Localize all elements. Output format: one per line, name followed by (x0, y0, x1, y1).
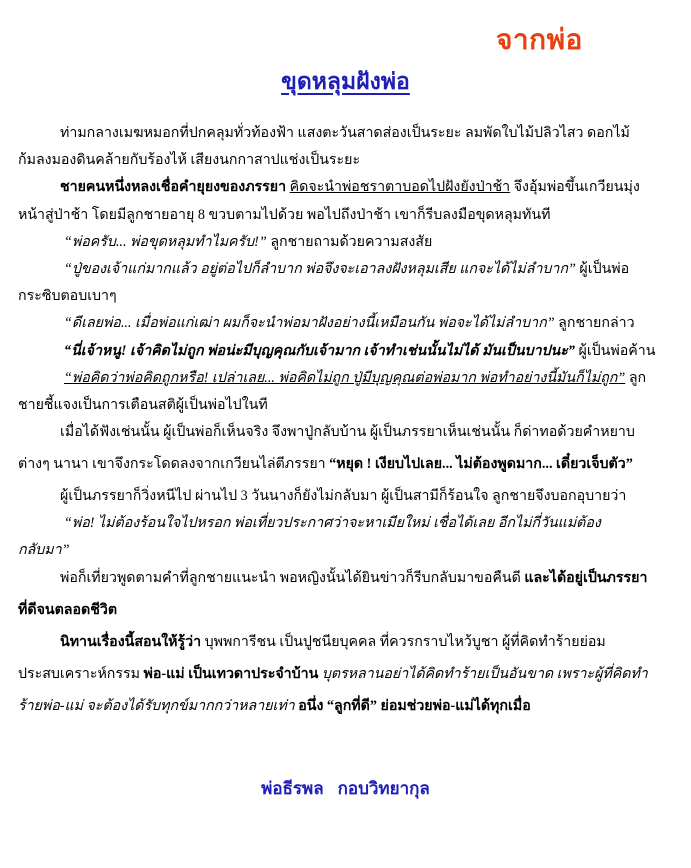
dialogue-line (18, 338, 676, 365)
text-segment: ชายชี้แจงเป็นการเตือนสติผู้เป็นพ่อไปในที (18, 396, 268, 413)
story-title: ขุดหลุมฝังพ่อ (281, 69, 410, 95)
dialogue-line (18, 256, 676, 283)
author-signature: พ่อธีรพล กอบวิทยากุล (261, 779, 430, 799)
text-segment: จึงอุ้มพ่อขึ้นเกวียนมุ่ง (510, 179, 640, 196)
bold-segment: อนึ่ง “ลูกที่ดี” ย่อมช่วยพ่อ-แม่ได้ทุกเมื่อ (294, 697, 531, 714)
text-segment: ลูกชายถามด้วยความสงสัย (266, 233, 433, 250)
text-segment: ลูก (625, 369, 647, 386)
paragraph-line (18, 392, 676, 419)
italic-segment: “ดีเลยพ่อ... เมื่อพ่อแก่เฒ่า ผมก็จะนำพ่อมาฝังอย่างนี้เหมือนกัน พ่อจะได้ไม่ลำบาก” (64, 315, 555, 332)
paragraph-line (18, 451, 676, 483)
bold-segment: “หยุด ! เงียบไปเลย... ไม่ต้องพูดมาก... เดี๋ยวเจ็บตัว” (329, 456, 633, 473)
text-segment: ก้มลงมองดินคล้ายกับร้องไห้ เสียงนกกาสาปแช่งเป็นระยะ (18, 152, 361, 169)
text-segment: ท่ามกลางเมฆหมอกที่ปกคลุมทั่วท้องฟ้า แสงตะวันสาดส่องเป็นระยะ ลมพัดใบไม้ปลิวไสว ดอกไม้ (60, 125, 630, 141)
bold-segment: นิทานเรื่องนี้สอนให้รู้ว่า (60, 633, 202, 650)
text-segment: ลูกชายกล่าว (554, 315, 635, 332)
moral-line (18, 661, 676, 693)
moral-line (18, 629, 676, 661)
paragraph-line (18, 597, 676, 629)
underlined-segment: คิดจะนำพ่อชราตาบอดไปฝังยังป่าช้า (289, 179, 511, 196)
paragraph-line (18, 419, 676, 451)
paragraph-line (18, 147, 676, 174)
text-segment: ผู้เป็นภรรยาก็วิ่งหนีไป ผ่านไป 3 วันนางก็ยังไม่กลับมา ผู้เป็นสามีก็ร้อนใจ ลูกชายจึงบอกอุบายว่า (60, 488, 627, 505)
text-segment: ประสบเคราะห์กรรม (18, 665, 144, 682)
moral-line (18, 693, 676, 725)
text-segment: กระซิบตอบเบาๆ (18, 288, 117, 305)
text-segment: ผู้เป็นพ่อ (575, 260, 630, 277)
bold-segment: พ่อ-แม่ เป็นเทวดาประจำบ้าน (143, 665, 319, 682)
source-label: จากพ่อ (496, 23, 583, 56)
dialogue-line (18, 510, 676, 537)
text-segment: บุพพการีชน เป็นปูชนียบุคคล ที่ควรกราบไหว้บูชา ผู้ที่คิดทำร้ายย่อม (201, 633, 606, 650)
story-body (18, 120, 676, 725)
text-segment: ผู้เป็นพ่อค้าน (574, 342, 656, 359)
text-segment: พ่อก็เที่ยวพูดตามคำที่ลูกชายแนะนำ พอหญิงนั้นได้ยินข่าวก็รีบกลับมาขอคืนดี (60, 569, 525, 586)
text-segment: ต่างๆ นานา เขาจึงกระโดดลงจากเกวียนไล่ตีภรรยา (18, 456, 330, 473)
page-title (0, 64, 691, 100)
italic-segment: “พ่อ! ไม่ต้องร้อนใจไปหรอก พ่อเที่ยวประกาศว่าจะหาเมียใหม่ เชื่อได้เลย อีกไม่กี่วันแม่ต้อง (64, 515, 601, 532)
paragraph-line (18, 120, 676, 147)
dialogue-line (18, 310, 676, 337)
paragraph-line (18, 537, 676, 564)
paragraph-line (18, 565, 676, 597)
bold-segment: และได้อยู่เป็นภรรยา (524, 569, 648, 586)
paragraph-line (18, 283, 676, 310)
paragraph-line (18, 202, 676, 229)
italic-segment: “ปู่ของเจ้าแก่มากแล้ว อยู่ต่อไปก็ลำบาก พ่อจึงจะเอาลงฝังหลุมเสีย แกจะได้ไม่ลำบาก” (64, 260, 576, 277)
underlined-italic-segment: “พ่อคิดว่าพ่อคิดถูกหรือ! เปล่าเลย... พ่อคิดไม่ถูก ปู่มีบุญคุณต่อพ่อมาก พ่อทำอย่างนี้มันก็ไม่ถูก” (64, 369, 626, 386)
italic-segment: “พ่อครับ... พ่อขุดหลุมทำไมครับ!” (64, 233, 267, 250)
italic-segment: กลับมา” (18, 542, 70, 559)
italic-segment: ร้ายพ่อ-แม่ จะต้องได้รับทุกข์มากกว่าหลายเท่า (18, 697, 295, 714)
paragraph-line (18, 483, 676, 510)
bold-segment: ชายคนหนึ่งหลงเชื่อคำยุยงของภรรยา (60, 179, 287, 196)
dialogue-line (18, 365, 676, 392)
bold-segment: ที่ดีจนตลอดชีวิต (18, 601, 118, 618)
dialogue-line (18, 229, 676, 256)
text-segment: หน้าสู่ป่าช้า โดยมีลูกชายอายุ 8 ขวบตามไปด้วย พอไปถึงป่าช้า เขาก็รีบลงมือขุดหลุมทันที (18, 206, 551, 223)
bold-italic-segment: “นี่เจ้าหนู! เจ้าคิดไม่ถูก พ่อน่ะมีบุญคุณกับเจ้ามาก เจ้าทำเช่นนั้นไม่ได้ มันเป็นบาปนะ” (64, 342, 575, 359)
paragraph-line (18, 174, 676, 201)
text-segment: เมื่อได้ฟังเช่นนั้น ผู้เป็นพ่อก็เห็นจริง จึงพาปู่กลับบ้าน ผู้เป็นภรรยาเห็นเช่นนั้น ก็ด่าทอด้วยคำหยาบ (60, 424, 635, 441)
italic-segment: บุตรหลานอย่าได้คิดทำร้ายเป็นอันขาด เพราะผู้ที่คิดทำ (318, 665, 648, 682)
